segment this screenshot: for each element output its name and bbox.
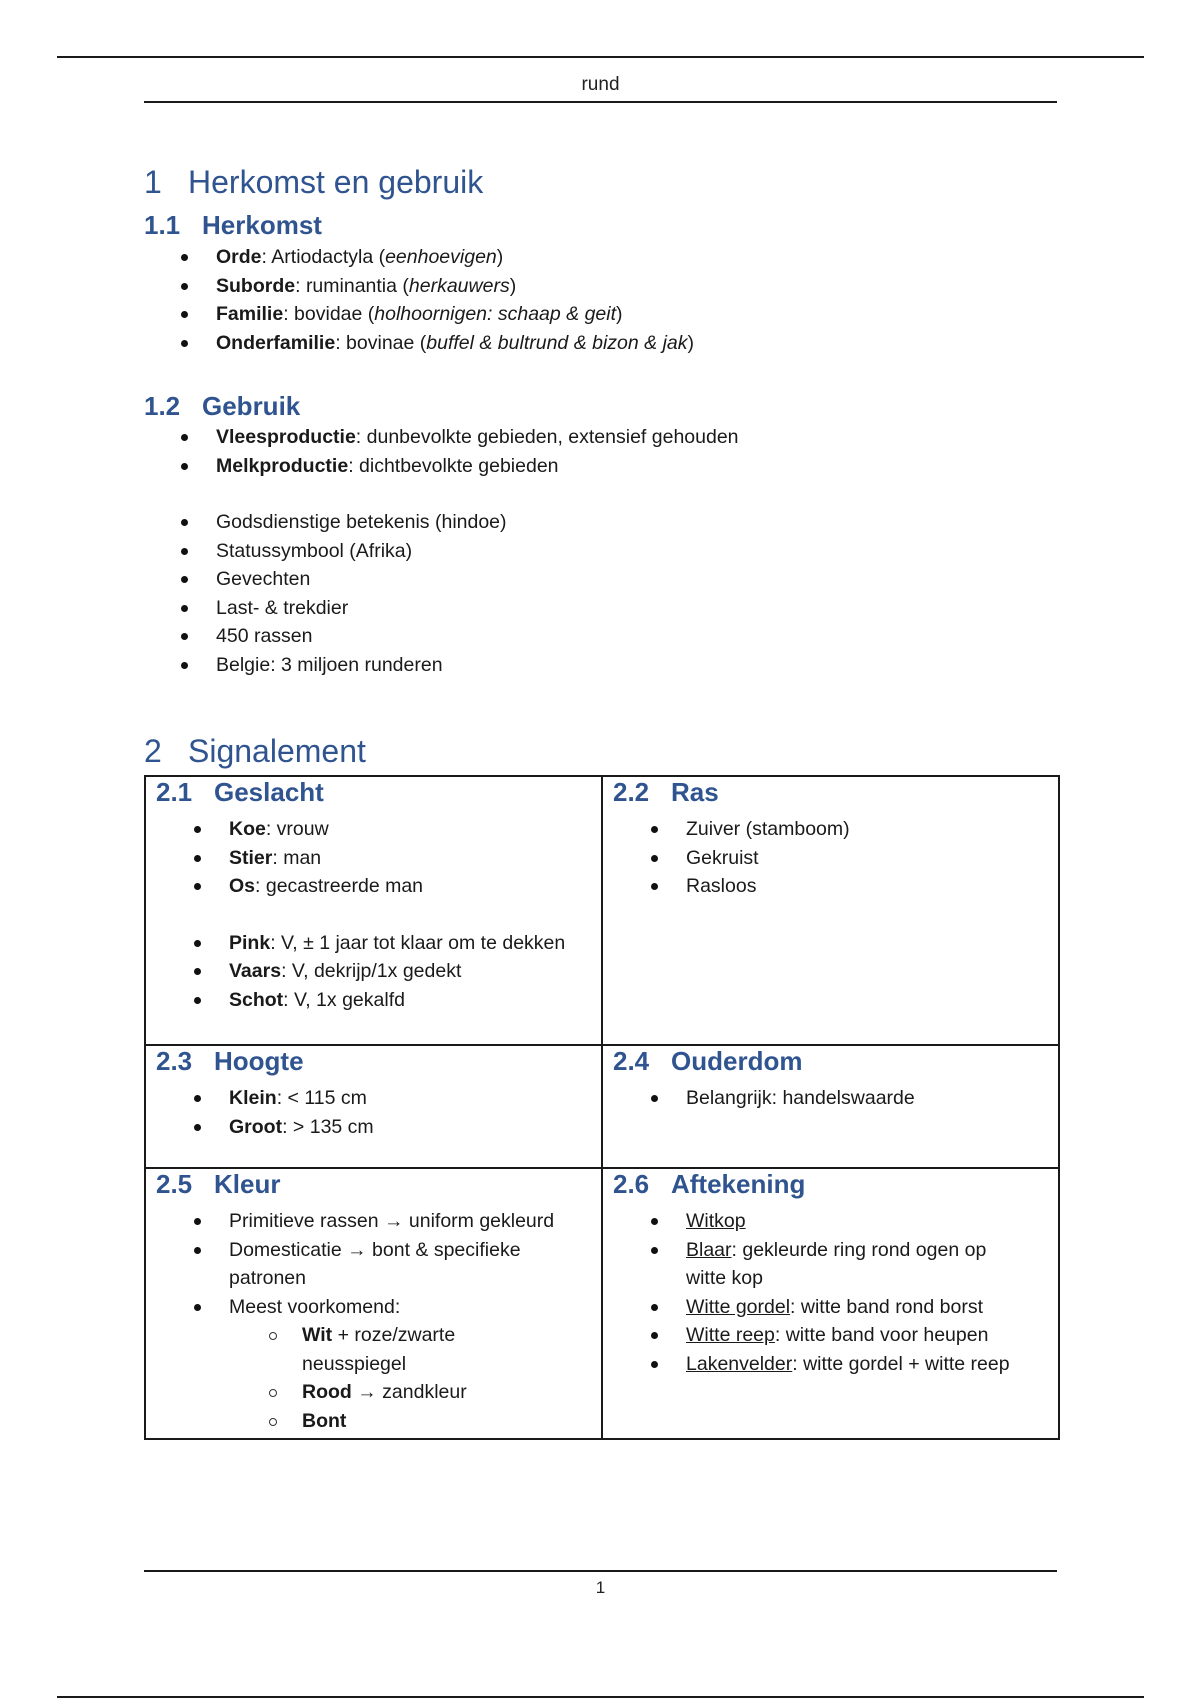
- list-item: Meest voorkomend:: [193, 1293, 563, 1322]
- heading-text: Herkomst en gebruik: [188, 164, 484, 200]
- list-item: Os: gecastreerde man: [193, 872, 593, 901]
- list-item: Godsdienstige betekenis (hindoe): [180, 508, 980, 537]
- heading-text: Herkomst: [202, 210, 322, 240]
- heading-hoogte: 2.3 Hoogte: [156, 1046, 304, 1076]
- page-bottom-rule: [57, 1696, 1144, 1698]
- list-item: Familie: bovidae (holhoornigen: schaap & geit): [180, 300, 980, 329]
- heading-text: Gebruik: [202, 391, 301, 421]
- list-item: Suborde: ruminantia (herkauwers): [180, 272, 980, 301]
- heading-number: 1.2: [144, 391, 181, 421]
- list-item: Belangrijk: handelswaarde: [650, 1084, 1050, 1113]
- heading-herkomst-en-gebruik: [144, 164, 483, 201]
- list-item: Zuiver (stamboom): [650, 815, 1050, 844]
- list-item: Pink: V, ± 1 jaar tot klaar om te dekken: [193, 929, 593, 958]
- list-item: Witkop: [650, 1207, 1020, 1236]
- list-item: Statussymbool (Afrika): [180, 537, 980, 566]
- heading-text: Signalement: [188, 733, 366, 769]
- heading-signalement: [144, 733, 366, 770]
- header-rule: [144, 101, 1057, 103]
- page-header: rund: [581, 74, 620, 95]
- heading-ras: 2.2 Ras: [613, 777, 719, 807]
- list-item: Lakenvelder: witte gordel + witte reep: [650, 1350, 1020, 1379]
- kleur-list: [193, 1207, 563, 1435]
- list-item: Vleesproductie: dunbevolkte gebieden, extensief gehouden: [180, 423, 980, 452]
- herkomst-list: [180, 243, 980, 357]
- heading-aftekening: 2.6 Aftekening: [613, 1169, 806, 1199]
- heading-kleur: 2.5 Kleur: [156, 1169, 281, 1199]
- page-top-rule: [57, 56, 1144, 58]
- geslacht-list: [193, 815, 593, 1014]
- list-item: Domesticatie → bont & specifieke patronen: [193, 1236, 563, 1293]
- page-number: 1: [595, 1578, 606, 1597]
- list-item: Klein: < 115 cm: [193, 1084, 593, 1113]
- heading-herkomst: [144, 210, 322, 241]
- heading-number: 1: [144, 164, 162, 200]
- footer-rule: [144, 1570, 1057, 1572]
- list-item: Vaars: V, dekrijp/1x gedekt: [193, 957, 593, 986]
- list-item: Witte gordel: witte band rond borst: [650, 1293, 1020, 1322]
- signalement-table: [144, 775, 1060, 1440]
- list-item: Groot: > 135 cm: [193, 1113, 593, 1142]
- list-item: Primitieve rassen → uniform gekleurd: [193, 1207, 563, 1236]
- cell-ras: [602, 776, 1059, 1045]
- list-item: 450 rassen: [180, 622, 980, 651]
- list-item: Stier: man: [193, 844, 593, 873]
- gebruik-list: [180, 423, 980, 679]
- heading-gebruik: [144, 391, 300, 422]
- list-item: Blaar: gekleurde ring rond ogen op witte kop: [650, 1236, 1020, 1293]
- cell-ouderdom: [602, 1045, 1059, 1168]
- heading-ouderdom: 2.4 Ouderdom: [613, 1046, 803, 1076]
- cell-geslacht: [145, 776, 602, 1045]
- list-item: Belgie: 3 miljoen runderen: [180, 651, 980, 680]
- sub-list-item: Bont: [193, 1407, 563, 1436]
- aftekening-list: [650, 1207, 1020, 1378]
- list-item: Orde: Artiodactyla (eenhoevigen): [180, 243, 980, 272]
- cell-aftekening: [602, 1168, 1059, 1439]
- ras-list: [650, 815, 1050, 901]
- hoogte-list: [193, 1084, 593, 1141]
- list-item: Melkproductie: dichtbevolkte gebieden: [180, 452, 980, 481]
- list-item: Onderfamilie: bovinae (buffel & bultrund & bizon & jak): [180, 329, 980, 358]
- sub-list-item: Rood → zandkleur: [193, 1378, 563, 1407]
- list-item: Witte reep: witte band voor heupen: [650, 1321, 1020, 1350]
- list-item: Gekruist: [650, 844, 1050, 873]
- cell-kleur: [145, 1168, 602, 1439]
- heading-number: 2: [144, 733, 162, 769]
- sub-list-item: Wit + roze/zwarte neusspiegel: [193, 1321, 563, 1378]
- list-item: Schot: V, 1x gekalfd: [193, 986, 593, 1015]
- ouderdom-list: [650, 1084, 1050, 1113]
- list-item: Rasloos: [650, 872, 1050, 901]
- list-item: Last- & trekdier: [180, 594, 980, 623]
- heading-geslacht: 2.1 Geslacht: [156, 777, 324, 807]
- heading-number: 1.1: [144, 210, 181, 240]
- list-item: Gevechten: [180, 565, 980, 594]
- cell-hoogte: [145, 1045, 602, 1168]
- list-item: Koe: vrouw: [193, 815, 593, 844]
